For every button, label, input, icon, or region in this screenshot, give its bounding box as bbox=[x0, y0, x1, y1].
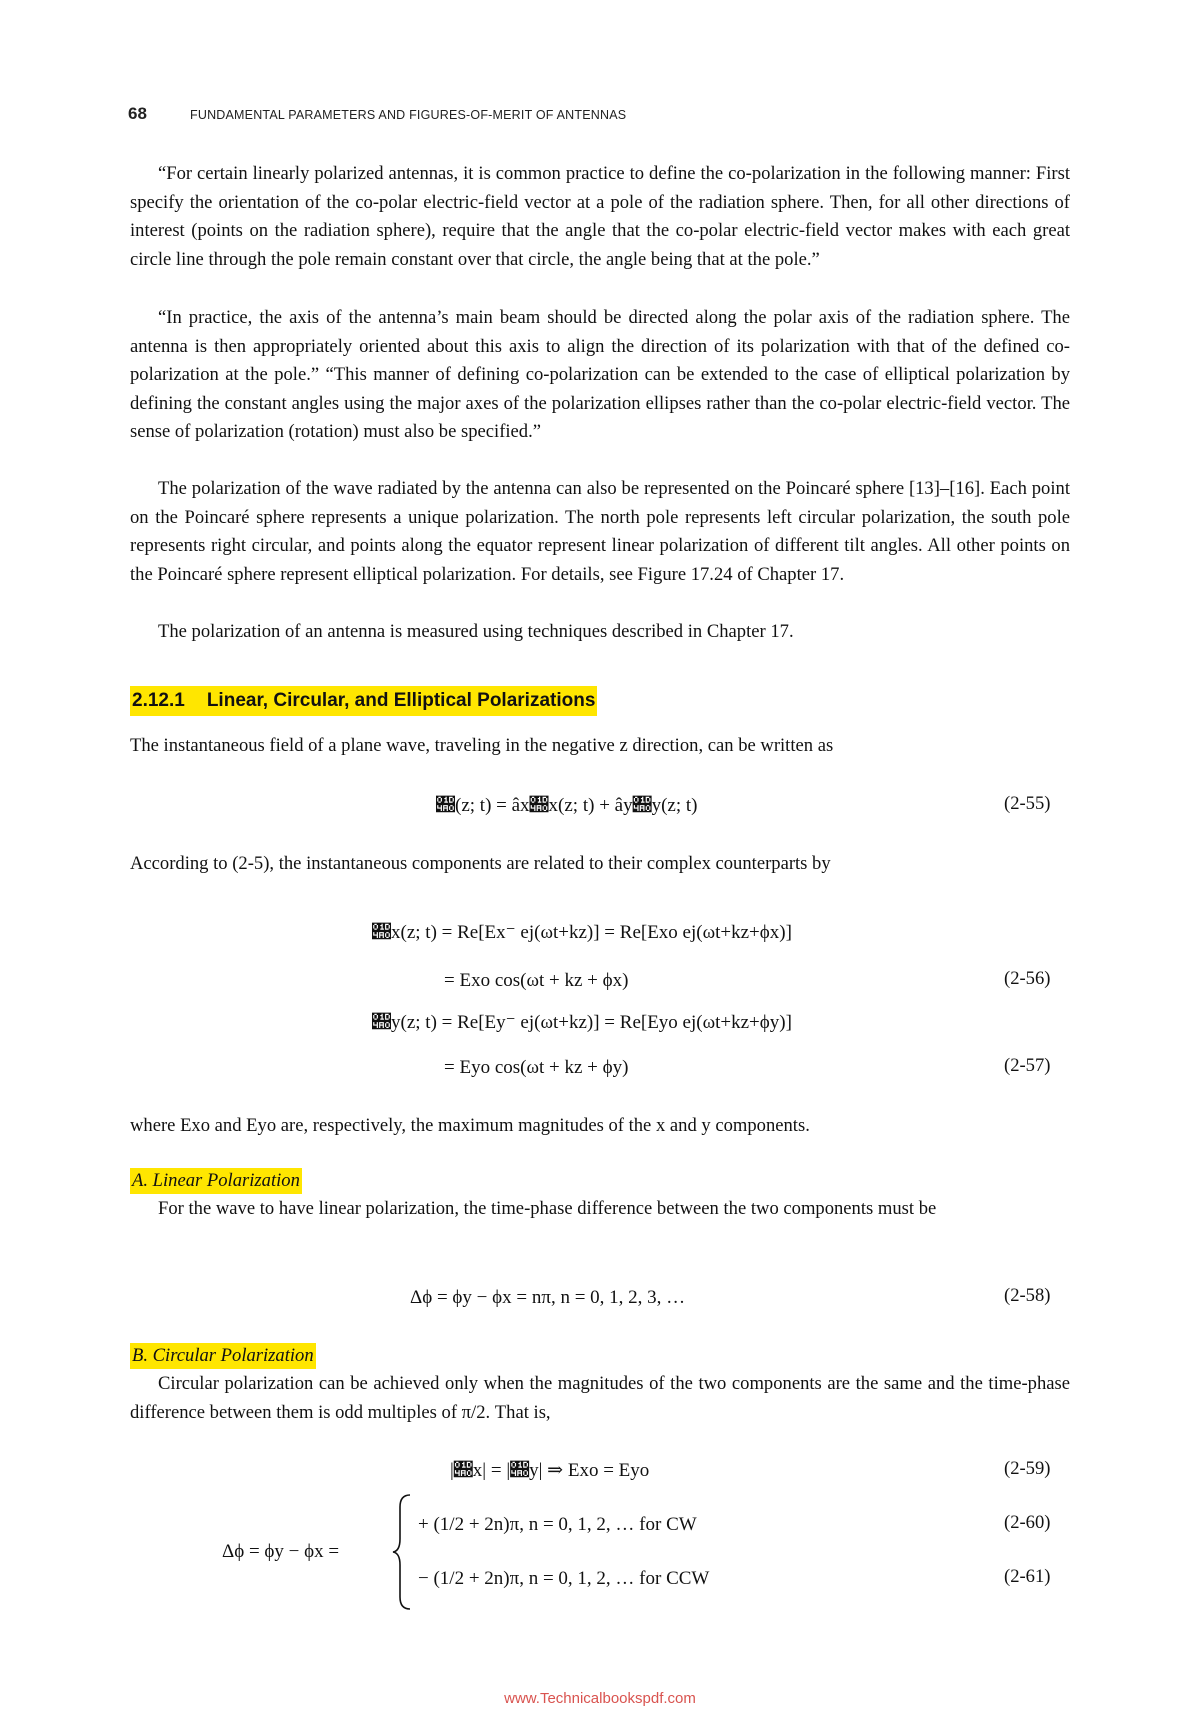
equation-number: (2-57) bbox=[1004, 1055, 1051, 1076]
equation-2-56-line2 bbox=[444, 968, 628, 994]
equation-text: + (1/2 + 2n)π, n = 0, 1, 2, … for CW bbox=[418, 1514, 697, 1535]
running-title: FUNDAMENTAL PARAMETERS AND FIGURES-OF-MERIT OF ANTENNAS bbox=[190, 108, 627, 122]
equation-2-57-line1 bbox=[372, 1010, 792, 1036]
equation-2-60-lhs bbox=[222, 1539, 339, 1565]
equation-text: 𝒠(z; t) = âx𝒠x(z; t) + ây𝒠y(z; t) bbox=[436, 795, 698, 816]
section-title: Linear, Circular, and Elliptical Polarizations bbox=[206, 690, 596, 711]
running-head bbox=[128, 104, 1078, 130]
equation-2-56-line1 bbox=[372, 920, 792, 946]
left-brace bbox=[390, 1493, 416, 1611]
paragraph-copolarization-definition: “For certain linearly polarized antennas, it is common practice to define the co-polarization in the following manner: First specify the orientation of the co-polar electric-field vector at a pole of the radiation sphere. Then, for all other directions of interest (points on the radiation sphere), require that the angle that the co-polar electric-field vector makes with each great circle line through the pole remain constant over that circle, the angle being that at the pole.” bbox=[130, 163, 1070, 270]
equation-2-59 bbox=[450, 1458, 649, 1484]
footer-link[interactable]: www.Technicalbookspdf.com bbox=[504, 1690, 696, 1707]
section-heading bbox=[130, 686, 597, 716]
equation-number: (2-60) bbox=[1004, 1512, 1051, 1533]
equation-text: − (1/2 + 2n)π, n = 0, 1, 2, … for CCW bbox=[418, 1568, 710, 1589]
equation-number: (2-58) bbox=[1004, 1285, 1051, 1306]
equation-2-55 bbox=[436, 793, 697, 819]
equation-text: Δϕ = ϕy − ϕx = nπ, n = 0, 1, 2, 3, … bbox=[410, 1287, 686, 1308]
page-number: 68 bbox=[128, 104, 147, 123]
equation-2-61 bbox=[418, 1566, 709, 1592]
section-number: 2.12.1 bbox=[132, 690, 185, 711]
equation-text: Δϕ = ϕy − ϕx = bbox=[222, 1541, 340, 1562]
paragraph-maximum-magnitudes: where Exo and Eyo are, respectively, the maximum magnitudes of the x and y components. bbox=[130, 1115, 810, 1136]
equation-text: = Eyo cos(ωt + kz + ϕy) bbox=[444, 1057, 629, 1078]
equation-2-58 bbox=[410, 1285, 685, 1311]
paragraph-measurement: The polarization of an antenna is measured using techniques described in Chapter 17. bbox=[158, 621, 794, 642]
equation-text: 𝒠y(z; t) = Re[Ey⁻ ej(ωt+kz)] = Re[Eyo ej(ωt+kz+ϕy)] bbox=[372, 1012, 792, 1033]
equation-number: (2-56) bbox=[1004, 968, 1051, 989]
paragraph-practice-main-beam: “In practice, the axis of the antenna’s main beam should be directed along the polar axis of the radiation sphere. The antenna is then appropriately oriented about this axis to align the direction of its polarization with that of the defined co-polarization at the pole.” “This manner of defining co-polarization can be extended to the case of elliptical polarization by defining the constant angles using the major axes of the polarization ellipses rather than the co-polar electric-field vector. The sense of polarization (rotation) must also be specified.” bbox=[130, 307, 1070, 442]
paragraph-instantaneous-field: The instantaneous field of a plane wave, traveling in the negative z direction, can be written as bbox=[130, 735, 834, 756]
paragraph-linear-condition: For the wave to have linear polarization, the time-phase difference between the two components must be bbox=[158, 1198, 937, 1219]
equation-number: (2-55) bbox=[1004, 793, 1051, 814]
paragraph-circular-condition: Circular polarization can be achieved only when the magnitudes of the two components are the same and the time-phase difference between them is odd multiples of π/2. That is, bbox=[130, 1373, 1070, 1423]
equation-2-57-line2 bbox=[444, 1055, 628, 1081]
subheading-linear-polarization: A. Linear Polarization bbox=[130, 1168, 302, 1194]
equation-text: 𝒠x(z; t) = Re[Ex⁻ ej(ωt+kz)] = Re[Exo ej(ωt+kz+ϕx)] bbox=[372, 922, 792, 943]
equation-number: (2-61) bbox=[1004, 1566, 1051, 1587]
equation-number: (2-59) bbox=[1004, 1458, 1051, 1479]
equation-2-60 bbox=[418, 1512, 697, 1538]
subheading-circular-polarization: B. Circular Polarization bbox=[130, 1343, 316, 1369]
paragraph-poincare-sphere: The polarization of the wave radiated by the antenna can also be represented on the Poincaré sphere [13]–[16]. Each point on the Poincaré sphere represents a unique polarization. The north pole represents left circular polarization, the south pole represents right circular, and points along the equator represent linear polarization of different tilt angles. All other points on the Poincaré sphere represent elliptical polarization. For details, see Figure 17.24 of Chapter 17. bbox=[130, 478, 1070, 585]
paragraph-complex-counterparts: According to (2-5), the instantaneous components are related to their complex counterparts by bbox=[130, 853, 831, 874]
equation-text: = Exo cos(ωt + kz + ϕx) bbox=[444, 970, 629, 991]
equation-text: |𝒠x| = |𝒠y| ⇒ Exo = Eyo bbox=[450, 1460, 650, 1481]
